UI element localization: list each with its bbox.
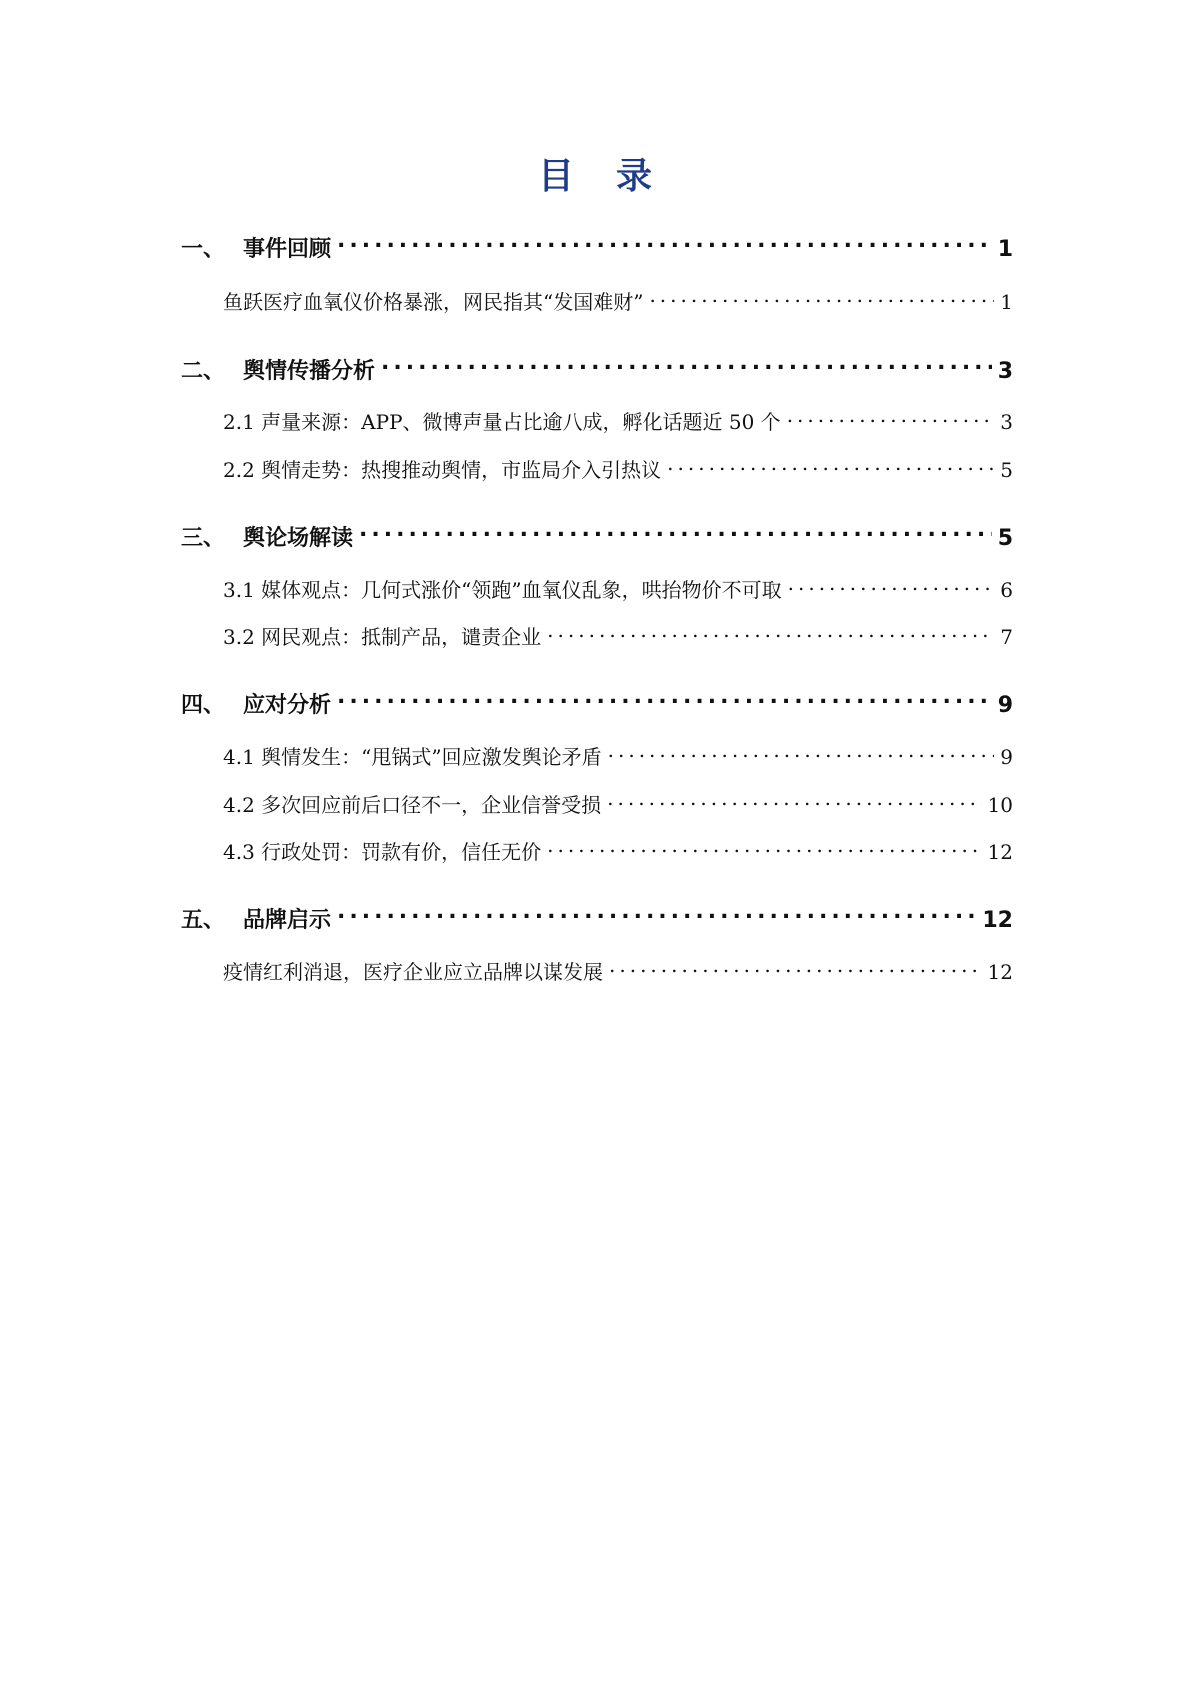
toc-entry-label: 鱼跃医疗血氧仪价格暴涨，网民指其“发国难财” <box>223 290 644 314</box>
toc-entry-label: 2.1 声量来源：APP、微博声量占比逾八成，孵化话题近 50 个 <box>223 410 781 434</box>
toc-page-number: 10 <box>987 793 1013 817</box>
toc-entry-section-4[interactable] <box>181 682 1013 718</box>
toc-leader-dots <box>667 449 994 477</box>
toc-page-number: 7 <box>1000 625 1013 649</box>
toc-page-number: 6 <box>1000 578 1013 602</box>
toc-page-number: 12 <box>982 908 1013 933</box>
toc-leader-dots <box>337 897 976 927</box>
toc-leader-dots <box>359 515 992 545</box>
toc-entry-label: 品牌启示 <box>243 908 332 933</box>
toc-section-number: 四、 <box>181 693 226 718</box>
toc-entry-label: 4.3 行政处罚：罚款有价，信任无价 <box>223 840 542 864</box>
toc-section-number: 三、 <box>181 526 226 551</box>
toc-entry-4-2[interactable] <box>223 784 1013 817</box>
toc-entry-label: 3.1 媒体观点：几何式涨价“领跑”血氧仪乱象，哄抬物价不可取 <box>223 578 782 602</box>
toc-page-number: 5 <box>1000 458 1013 482</box>
toc-page-number: 1 <box>997 237 1013 262</box>
toc-leader-dots <box>381 348 992 378</box>
toc-entry-4-1[interactable] <box>223 736 1013 769</box>
toc-title-char-1: 目 <box>537 155 574 197</box>
toc-entry-3-2[interactable] <box>223 616 1013 649</box>
toc-page-number: 12 <box>987 840 1013 864</box>
toc-section-number: 二、 <box>181 359 226 384</box>
toc-entry-label: 舆论场解读 <box>243 526 354 551</box>
toc-leader-dots <box>607 784 981 812</box>
toc-entry-label: 事件回顾 <box>243 237 332 262</box>
toc-leader-dots <box>337 682 992 712</box>
toc-entry-4-3[interactable] <box>223 831 1013 864</box>
toc-entry-label: 4.2 多次回应前后口径不一，企业信誉受损 <box>223 793 602 817</box>
toc-entry-label: 2.2 舆情走势：热搜推动舆情，市监局介入引热议 <box>223 458 662 482</box>
toc-leader-dots <box>547 616 994 644</box>
toc-section-number: 五、 <box>181 908 226 933</box>
toc-section-number: 一、 <box>181 237 226 262</box>
toc-entry-section-2[interactable] <box>181 348 1013 384</box>
toc-page-number: 3 <box>1000 410 1013 434</box>
toc-leader-dots <box>649 281 994 309</box>
toc-leader-dots <box>609 951 982 979</box>
toc-entry-section-3[interactable] <box>181 515 1013 551</box>
toc-entry-5-1[interactable] <box>223 951 1013 984</box>
toc-leader-dots <box>788 569 995 597</box>
toc-page-number: 9 <box>1000 745 1013 769</box>
toc-entry-section-5[interactable] <box>181 897 1013 933</box>
toc-page-number: 5 <box>997 526 1013 551</box>
toc-page-number: 1 <box>1000 290 1013 314</box>
toc-entry-2-2[interactable] <box>223 449 1013 482</box>
toc-leader-dots <box>787 401 995 429</box>
toc-entry-3-1[interactable] <box>223 569 1013 602</box>
toc-title <box>0 152 1190 200</box>
toc-page-number: 12 <box>987 960 1013 984</box>
toc-entry-label: 舆情传播分析 <box>243 359 376 384</box>
toc-leader-dots <box>547 831 981 859</box>
toc-page-number: 3 <box>997 359 1013 384</box>
toc-leader-dots <box>608 736 995 764</box>
toc-entry-label: 疫情红利消退，医疗企业应立品牌以谋发展 <box>223 960 603 984</box>
toc-entry-1-1[interactable] <box>223 281 1013 314</box>
toc-entry-label: 4.1 舆情发生：“甩锅式”回应激发舆论矛盾 <box>223 745 602 769</box>
toc-entry-section-1[interactable] <box>181 226 1013 262</box>
toc-title-char-2: 录 <box>616 155 653 197</box>
toc-entry-label: 3.2 网民观点：抵制产品，谴责企业 <box>223 625 542 649</box>
toc-entry-label: 应对分析 <box>243 693 332 718</box>
toc-page-number: 9 <box>997 693 1013 718</box>
toc-entry-2-1[interactable] <box>223 401 1013 434</box>
toc-leader-dots <box>337 226 992 256</box>
